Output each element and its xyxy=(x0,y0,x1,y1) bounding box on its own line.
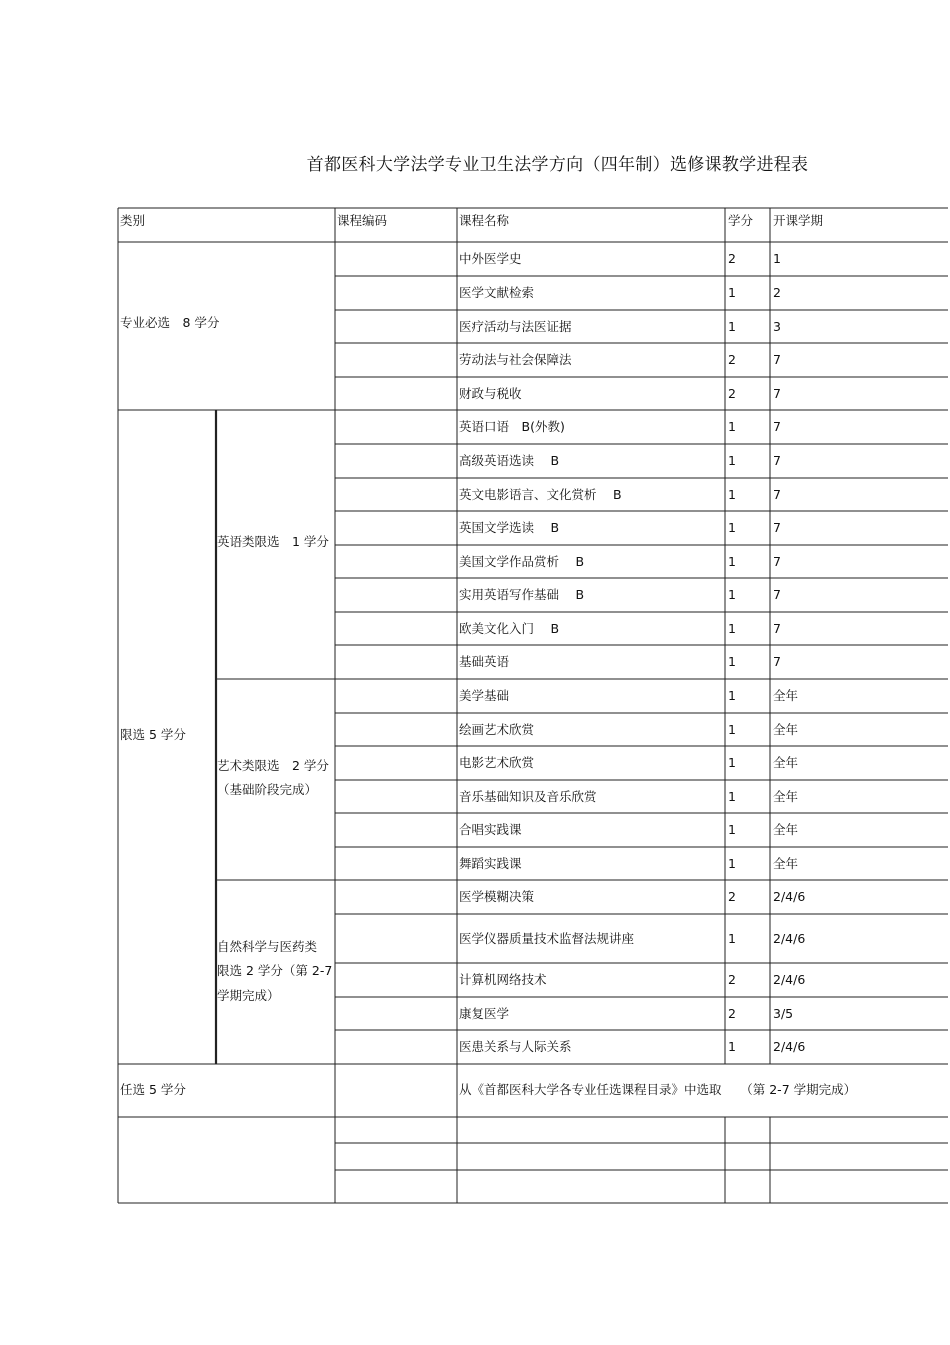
course-semester: 2/4/6 xyxy=(773,889,806,904)
course-semester: 7 xyxy=(773,453,781,468)
course-semester: 1 xyxy=(773,251,781,266)
course-credit: 1 xyxy=(728,654,736,669)
course-credit: 1 xyxy=(728,553,736,569)
course-semester: 7 xyxy=(773,654,781,669)
course-name: 合唱实践课 xyxy=(459,822,522,837)
course-credit: 1 xyxy=(728,930,736,946)
course-semester: 7 xyxy=(773,352,781,367)
course-name: 音乐基础知识及音乐欣赏 xyxy=(459,788,597,804)
course-credit: 1 xyxy=(728,688,736,703)
group-free-label: 任选 5 学分 xyxy=(120,1082,186,1097)
group-science-label-1: 自然科学与医药类 xyxy=(217,939,318,954)
course-credit: 1 xyxy=(728,822,736,837)
course-name: 医患关系与人际关系 xyxy=(459,1039,572,1054)
course-credit: 1 xyxy=(728,520,736,535)
course-name: 劳动法与社会保障法 xyxy=(459,352,572,367)
group-english-label: 英语类限选 1 学分 xyxy=(217,534,329,549)
course-semester: 3 xyxy=(773,318,781,334)
course-name: 医疗活动与法医证据 xyxy=(459,318,572,334)
course-name: 舞蹈实践课 xyxy=(459,855,522,871)
course-credit: 1 xyxy=(728,587,736,602)
course-name: 康复医学 xyxy=(459,1005,510,1021)
course-semester: 2 xyxy=(773,285,781,300)
course-name: 英语口语 B(外教) xyxy=(459,419,565,434)
course-credit: 1 xyxy=(728,721,736,737)
course-semester: 全年 xyxy=(773,688,799,703)
course-credit: 1 xyxy=(728,318,736,334)
group-arts-label-1: 艺术类限选 2 学分 xyxy=(217,758,329,773)
course-credit: 1 xyxy=(728,855,736,871)
course-credit: 2 xyxy=(728,385,736,401)
course-semester: 全年 xyxy=(773,755,799,770)
group-science-label-2: 限选 2 学分（第 2-7 xyxy=(217,963,333,978)
course-semester: 7 xyxy=(773,587,781,602)
group-limited-label: 限选 5 学分 xyxy=(120,727,186,742)
course-name: 中外医学史 xyxy=(459,251,522,266)
course-semester: 全年 xyxy=(773,822,799,837)
course-name: 计算机网络技术 xyxy=(459,972,547,987)
course-name: 绘画艺术欣赏 xyxy=(459,721,535,737)
header-credit: 学分 xyxy=(728,213,754,228)
course-name: 英国文学选读 B xyxy=(459,520,560,535)
course-semester: 2/4/6 xyxy=(773,930,806,946)
course-credit: 1 xyxy=(728,486,736,502)
header-category: 类别 xyxy=(120,213,146,228)
group-free-note: 从《首都医科大学各专业任选课程目录》中选取 （第 2-7 学期完成） xyxy=(459,1082,857,1097)
course-name: 医学仪器质量技术监督法规讲座 xyxy=(459,930,635,946)
course-semester: 全年 xyxy=(773,721,799,737)
course-name: 电影艺术欣赏 xyxy=(459,755,535,770)
course-semester: 全年 xyxy=(773,855,799,871)
course-credit: 2 xyxy=(728,352,736,367)
course-credit: 1 xyxy=(728,1039,736,1054)
course-semester: 2/4/6 xyxy=(773,1039,806,1054)
course-credit: 1 xyxy=(728,419,736,434)
course-name: 基础英语 xyxy=(459,654,510,669)
group-arts-label-2: （基础阶段完成） xyxy=(217,782,318,797)
header-name: 课程名称 xyxy=(459,213,510,228)
course-name: 高级英语选读 B xyxy=(459,453,560,468)
course-semester: 7 xyxy=(773,385,781,401)
course-name: 实用英语写作基础 B xyxy=(459,587,585,602)
course-credit: 1 xyxy=(728,620,736,636)
course-name: 美国文学作品赏析 B xyxy=(459,553,585,569)
course-name: 医学模糊决策 xyxy=(459,889,535,904)
course-semester: 7 xyxy=(773,620,781,636)
course-name: 医学文献检索 xyxy=(459,285,535,300)
course-name: 欧美文化入门 B xyxy=(459,620,560,636)
course-semester: 7 xyxy=(773,520,781,535)
course-semester: 7 xyxy=(773,553,781,569)
course-credit: 1 xyxy=(728,453,736,468)
course-semester: 7 xyxy=(773,419,781,434)
course-semester: 7 xyxy=(773,486,781,502)
header-semester: 开课学期 xyxy=(773,213,824,228)
course-semester: 2/4/6 xyxy=(773,972,806,987)
course-semester: 全年 xyxy=(773,788,799,804)
course-name: 财政与税收 xyxy=(459,385,522,401)
group-science-label-3: 学期完成） xyxy=(217,988,280,1003)
header-code: 课程编码 xyxy=(337,213,388,228)
page-title: 首都医科大学法学专业卫生法学方向（四年制）选修课教学进程表 xyxy=(306,155,809,175)
course-name: 美学基础 xyxy=(459,688,510,703)
course-credit: 2 xyxy=(728,972,736,987)
course-credit: 1 xyxy=(728,755,736,770)
course-credit: 2 xyxy=(728,1005,736,1021)
course-semester: 3/5 xyxy=(773,1005,794,1021)
course-credit: 1 xyxy=(728,788,736,804)
course-credit: 2 xyxy=(728,889,736,904)
group-required-label: 专业必选 8 学分 xyxy=(120,315,220,330)
course-credit: 1 xyxy=(728,285,736,300)
course-name: 英文电影语言、文化赏析 B xyxy=(459,486,622,502)
course-credit: 2 xyxy=(728,251,736,266)
